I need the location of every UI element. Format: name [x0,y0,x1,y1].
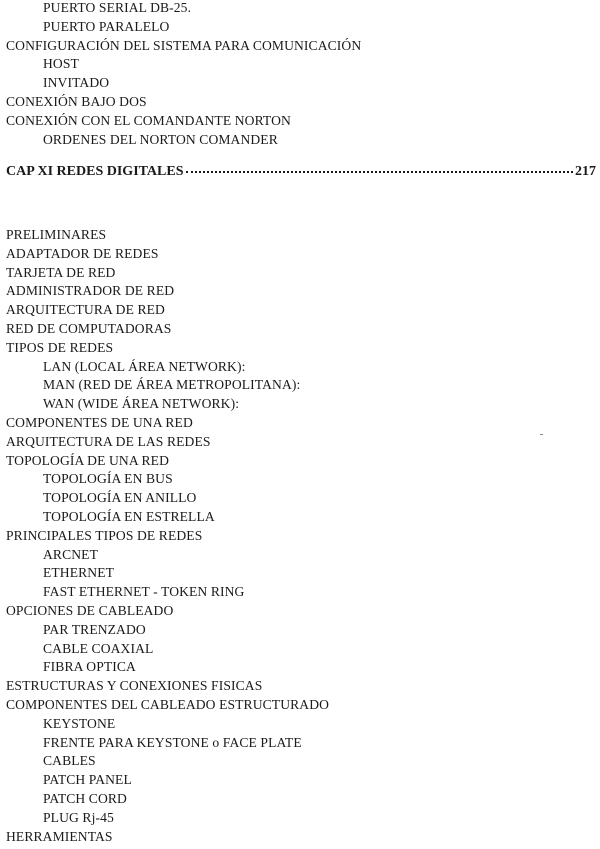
toc-subentry: ORDENES DEL NORTON COMANDER [43,131,278,147]
toc-subentry: TOPOLOGÍA EN BUS [43,471,173,487]
chapter-page-number: 217 [575,164,596,179]
toc-subentry: CABLE COAXIAL [43,640,154,656]
toc-entry: RED DE COMPUTADORAS [6,320,172,336]
toc-entry: CONFIGURACIÓN DEL SISTEMA PARA COMUNICACIÓN [6,37,362,53]
toc-subentry: MAN (RED DE ÁREA METROPOLITANA): [43,377,301,393]
toc-subentry: PAR TRENZADO [43,621,146,637]
dot-leader [186,159,573,173]
toc-entry: COMPONENTES DEL CABLEADO ESTRUCTURADO [6,696,330,712]
toc-entry: TOPOLOGÍA DE UNA RED [6,452,169,468]
toc-entry: HERRAMIENTAS [6,828,113,844]
toc-subentry: WAN (WIDE ÁREA NETWORK): [43,396,240,412]
toc-chapter-list [6,226,596,846]
toc-entry: ARQUITECTURA DE RED [6,302,165,318]
toc-subentry: INVITADO [43,75,110,91]
toc-subentry: FRENTE PARA KEYSTONE o FACE PLATE [43,734,302,750]
toc-entry: ARQUITECTURA DE LAS REDES [6,433,211,449]
toc-subentry: TOPOLOGÍA EN ESTRELLA [43,508,215,524]
toc-subentry: PLUG Rj-45 [43,809,114,825]
toc-entry: PRINCIPALES TIPOS DE REDES [6,527,203,543]
toc-entry: TIPOS DE REDES [6,339,114,355]
toc-entry: OPCIONES DE CABLEADO [6,602,174,618]
toc-entry: ADMINISTRADOR DE RED [6,283,175,299]
toc-subentry: LAN (LOCAL ÁREA NETWORK): [43,358,246,374]
toc-entry: PRELIMINARES [6,227,107,242]
toc-chapter-entry[interactable] [6,161,596,181]
toc-entry: CONEXIÓN CON EL COMANDANTE NORTON [6,112,291,128]
toc-entry: ESTRUCTURAS Y CONEXIONES FISICAS [6,678,263,694]
toc-entry: CONEXIÓN BAJO DOS [6,93,147,109]
toc-subentry: TOPOLOGÍA EN ANILLO [43,490,197,506]
toc-subentry: FIBRA OPTICA [43,659,136,675]
toc-subentry: KEYSTONE [43,715,116,731]
toc-subentry: PUERTO SERIAL DB-25. [43,0,192,15]
toc-entry: ADAPTADOR DE REDES [6,245,159,261]
scan-speck [540,434,543,435]
toc-subentry: ARCNET [43,546,98,562]
toc-subentry: HOST [43,56,79,72]
toc-entry: TARJETA DE RED [6,264,116,280]
toc-subentry: PATCH PANEL [43,772,132,788]
toc-entry: COMPONENTES DE UNA RED [6,414,193,430]
toc-section-continued [6,0,596,149]
toc-subentry: PATCH CORD [43,790,127,806]
toc-subentry: FAST ETHERNET - TOKEN RING [43,584,245,600]
toc-subentry: PUERTO PARALELO [43,18,170,34]
toc-subentry: CABLES [43,753,96,769]
chapter-heading [6,161,596,181]
chapter-title: CAP XI REDES DIGITALES [6,164,184,179]
toc-subentry: ETHERNET [43,565,115,581]
